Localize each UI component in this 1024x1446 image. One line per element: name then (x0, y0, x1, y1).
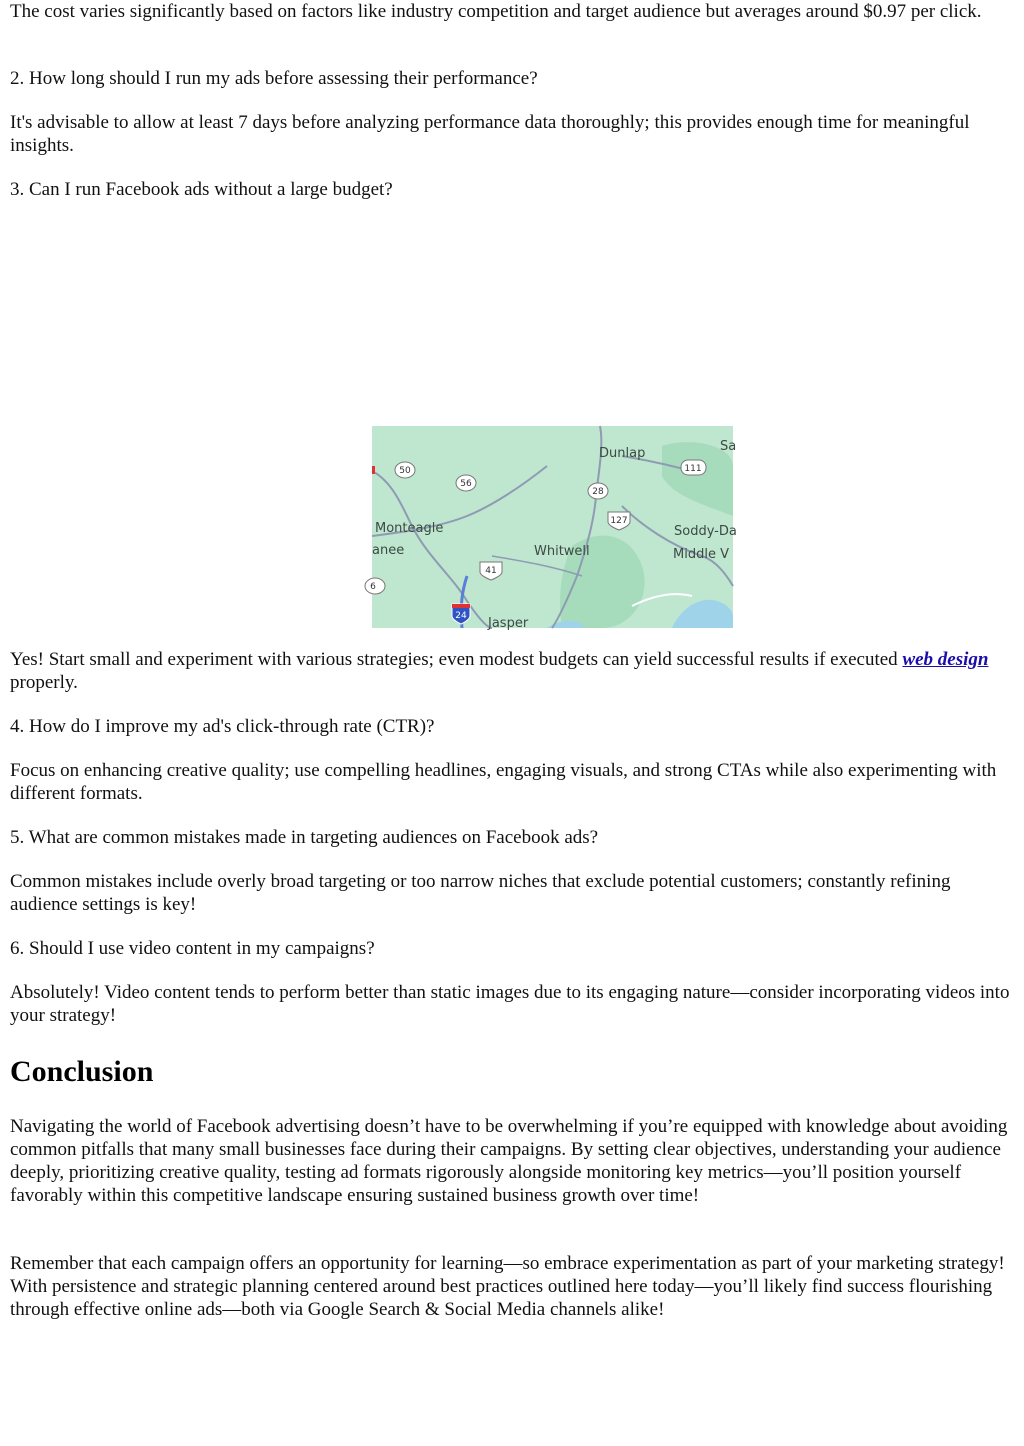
conclusion-paragraph-2: Remember that each campaign offers an opportunity for learning—so embrace experimentation as part of your marketing strategy! With persistence and strategic planning centered around best practices outlined here today—you’ll likely find success flourishing through effective online ads—both via Google Search & Social Media channels alike! (10, 1253, 1005, 1320)
svg-text:56: 56 (460, 479, 472, 489)
svg-text:28: 28 (592, 487, 604, 497)
faq-answer-4: Focus on enhancing creative quality; use compelling headlines, engaging visuals, and strong CTAs while also experimenting with different formats. (10, 760, 997, 804)
faq-question-6: 6. Should I use video content in my campaigns? (10, 938, 375, 959)
interstate-shield (452, 604, 470, 624)
map-image (370, 426, 737, 631)
map-label-dunlap: Dunlap (599, 446, 646, 461)
svg-text:6: 6 (370, 582, 376, 592)
faq-question-4: 4. How do I improve my ad's click-through rate (CTR)? (10, 716, 435, 737)
faq-answer-3-text: Yes! Start small and experiment with various strategies; even modest budgets can yield successful results if executed (10, 649, 903, 670)
conclusion-heading: Conclusion (10, 1055, 154, 1088)
conclusion-paragraph-1: Navigating the world of Facebook advertising doesn’t have to be overwhelming if you’re equipped with knowledge about avoiding common pitfalls that many small businesses face during their campaigns. By setting clear objectives, understanding your audience deeply, prioritizing creative quality, testing ad formats rigorously alongside monitoring key metrics—you’ll position yourself favorably within this competitive landscape ensuring sustained business growth over time! (10, 1116, 1008, 1206)
faq-question-2: 2. How long should I run my ads before assessing their performance? (10, 68, 538, 89)
map-marker (372, 466, 375, 474)
faq-answer-3 (10, 648, 1016, 694)
faq-answer-2: It's advisable to allow at least 7 days before analyzing performance data thoroughly; this provides enough time for meaningful insights. (10, 112, 970, 156)
svg-text:111: 111 (684, 464, 702, 474)
map-label-monteagle: Monteagle (375, 521, 444, 536)
svg-text:41: 41 (485, 566, 497, 576)
map-label-anee: anee (372, 543, 405, 558)
faq-answer-3-tail: properly. (10, 672, 78, 693)
route-shield (395, 462, 415, 478)
svg-text:50: 50 (399, 466, 411, 476)
cost-answer: The cost varies significantly based on factors like industry competition and target audience but averages around $0.97 per click. (10, 1, 982, 22)
faq-answer-6: Absolutely! Video content tends to perform better than static images due to its engaging nature—consider incorporating videos into your strategy! (10, 982, 1010, 1026)
map-label-jasper: Jasper (488, 616, 529, 631)
map-label-sa: Sa (720, 439, 737, 454)
route-shield (681, 460, 706, 475)
web-design-link[interactable]: web design (902, 649, 989, 670)
route-shield (365, 578, 385, 594)
svg-text:127: 127 (610, 516, 628, 526)
svg-text:24: 24 (455, 611, 467, 621)
faq-question-5: 5. What are common mistakes made in targeting audiences on Facebook ads? (10, 827, 599, 848)
map-graphic (370, 426, 737, 631)
route-shield (456, 475, 476, 491)
map-label-middle-valley: Middle V (673, 547, 729, 562)
faq-answer-5: Common mistakes include overly broad targeting or too narrow niches that exclude potential customers; constantly refining audience settings is key! (10, 871, 951, 915)
route-shield (588, 483, 608, 499)
map-label-soddy-daisy: Soddy-Da (674, 524, 737, 539)
faq-question-3: 3. Can I run Facebook ads without a large budget? (10, 179, 393, 200)
map-label-whitwell: Whitwell (534, 544, 590, 559)
